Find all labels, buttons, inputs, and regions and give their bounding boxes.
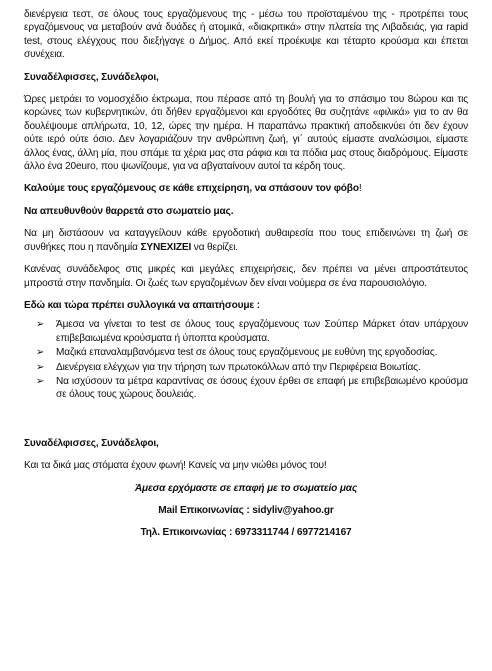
contact-union-heading: Να απευθυνθούν θαρρετά στο σωματείο μας.	[24, 205, 234, 217]
call-to-break-fear	[24, 182, 468, 195]
demands-list	[24, 318, 468, 401]
contact-call-line: Άμεσα ερχόμαστε σε επαφή με το σωματείο μας	[134, 482, 358, 494]
body-paragraph-protection: Κανένας συνάδελφος στις μικρές και μεγάλες επιχειρήσεις, δεν πρέπει να μένει απροστάτευτος μπροστά στην πανδημία. Οι ζωές των εργαζομένων δεν είναι νούμερα σε ένα παρουσιολόγιο.	[24, 264, 468, 289]
demand-item	[34, 318, 468, 345]
closing-greeting: Συναδέλφισσες, Συνάδελφοι,	[24, 437, 159, 449]
demand-text: Διενέργεια ελέγχων για την τήρηση των πρωτοκόλλων από την Περιφέρεια Βοιωτίας.	[56, 361, 421, 373]
demand-item	[34, 361, 468, 374]
arrow-bullet-icon: ➢	[36, 347, 45, 359]
demand-text: Άμεσα να γίνεται το test σε όλους τους εργαζόμενους των Σούπερ Μάρκετ όταν υπάρχουν επιβεβαιωμένα κρούσματα ή ύποπτα κρούσματα.	[56, 319, 468, 344]
report-bold-word: ΣΥΝΕΧΙΖΕΙ	[140, 241, 192, 253]
greeting-heading: Συναδέλφισσες, Συνάδελφοι,	[24, 71, 159, 83]
report-text-a: Να μη διστάσουν να καταγγείλουν κάθε εργοδοτική αυθαιρεσία που τους επιδεινώνει τη ζωή σε συνθήκες που η πανδημία	[24, 228, 468, 253]
demands-heading: Εδώ και τώρα πρέπει συλλογικά να απαιτήσουμε :	[24, 299, 260, 311]
call-bold-text: Καλούμε τους εργαζόμενους σε κάθε επιχείρηση, να σπάσουν τον φόβο	[24, 183, 359, 195]
body-paragraph-report	[24, 227, 468, 254]
arrow-bullet-icon: ➢	[36, 361, 45, 373]
arrow-bullet-icon: ➢	[36, 375, 45, 387]
demand-text: Μαζικά επαναλαμβανόμενα test σε όλους τους εργαζόμενους με ευθύνη της εργοδοσίας.	[56, 347, 438, 359]
contact-phone: Τηλ. Επικοινωνίας : 6973311744 / 6977214167	[140, 527, 352, 539]
intro-paragraph: διενέργεια τεστ, σε όλους τους εργαζόμενους της - μέσω του προϊσταμένου της - προτρέπει τους εργαζόμενους να μεταβούν ανά δυάδες ή ατομικά, «διακριτικά» στην πλατεία της Λιβαδειάς, για rapid test, στους ελέγχους που διεξήγαγε ο Δήμος. Από εκεί προέκυψε και τέταρτο κρούσμα και έπεται συνέχεια.	[24, 9, 468, 61]
arrow-bullet-icon: ➢	[36, 319, 45, 331]
demand-text: Να ισχύσουν τα μέτρα καραντίνας σε όσους έχουν έρθει σε επαφή με επιβεβαιωμένο κρούσμα σε όλους τους χώρους δουλειάς.	[56, 375, 468, 401]
demand-item	[34, 346, 468, 359]
demand-item	[34, 375, 468, 402]
body-paragraph-bill: Ώρες μετράει το νομοσχέδιο έκτρωμα, που πέρασε από τη βουλή για το σπάσιμο του 8ώρου και τις κορώνες των κυβερνητικών, ότι δήθεν εργαζόμενοι και εργοδότες θα συζητάνε «φιλικά» για το αν θα δουλέψουμε απλήρωτα, 10, 12, ώρες την ημέρα. Η παραπάνω πρακτική αποδεικνύει ότι δεν έχουν ούτε ιερό ούτε όσιο. Δεν λογαριάζουν την ανθρώπινη ζωή, γι΄ αυτούς είμαστε αναλώσιμοι, είμαστε άλλος ένας, άλλη μία, που σπάμε τα χέρια μας στα ράφια και τα πόδια μας στους διαδρόμους. Είμαστε άλλο ένα 20euro, που ψωνίζουμε, για να αβγαταίνουν αυτοί τα κέρδη τους.	[24, 94, 468, 173]
contact-email: Mail Επικοινωνίας : sidyliv@yahoo.gr	[158, 504, 334, 516]
call-exclamation: !	[358, 183, 362, 195]
slogan-line: Και τα δικά μας στόματα έχουν φωνή! Κανείς να μην νιώθει μόνος του!	[24, 460, 327, 472]
report-text-b: να θερίζει.	[191, 241, 238, 253]
